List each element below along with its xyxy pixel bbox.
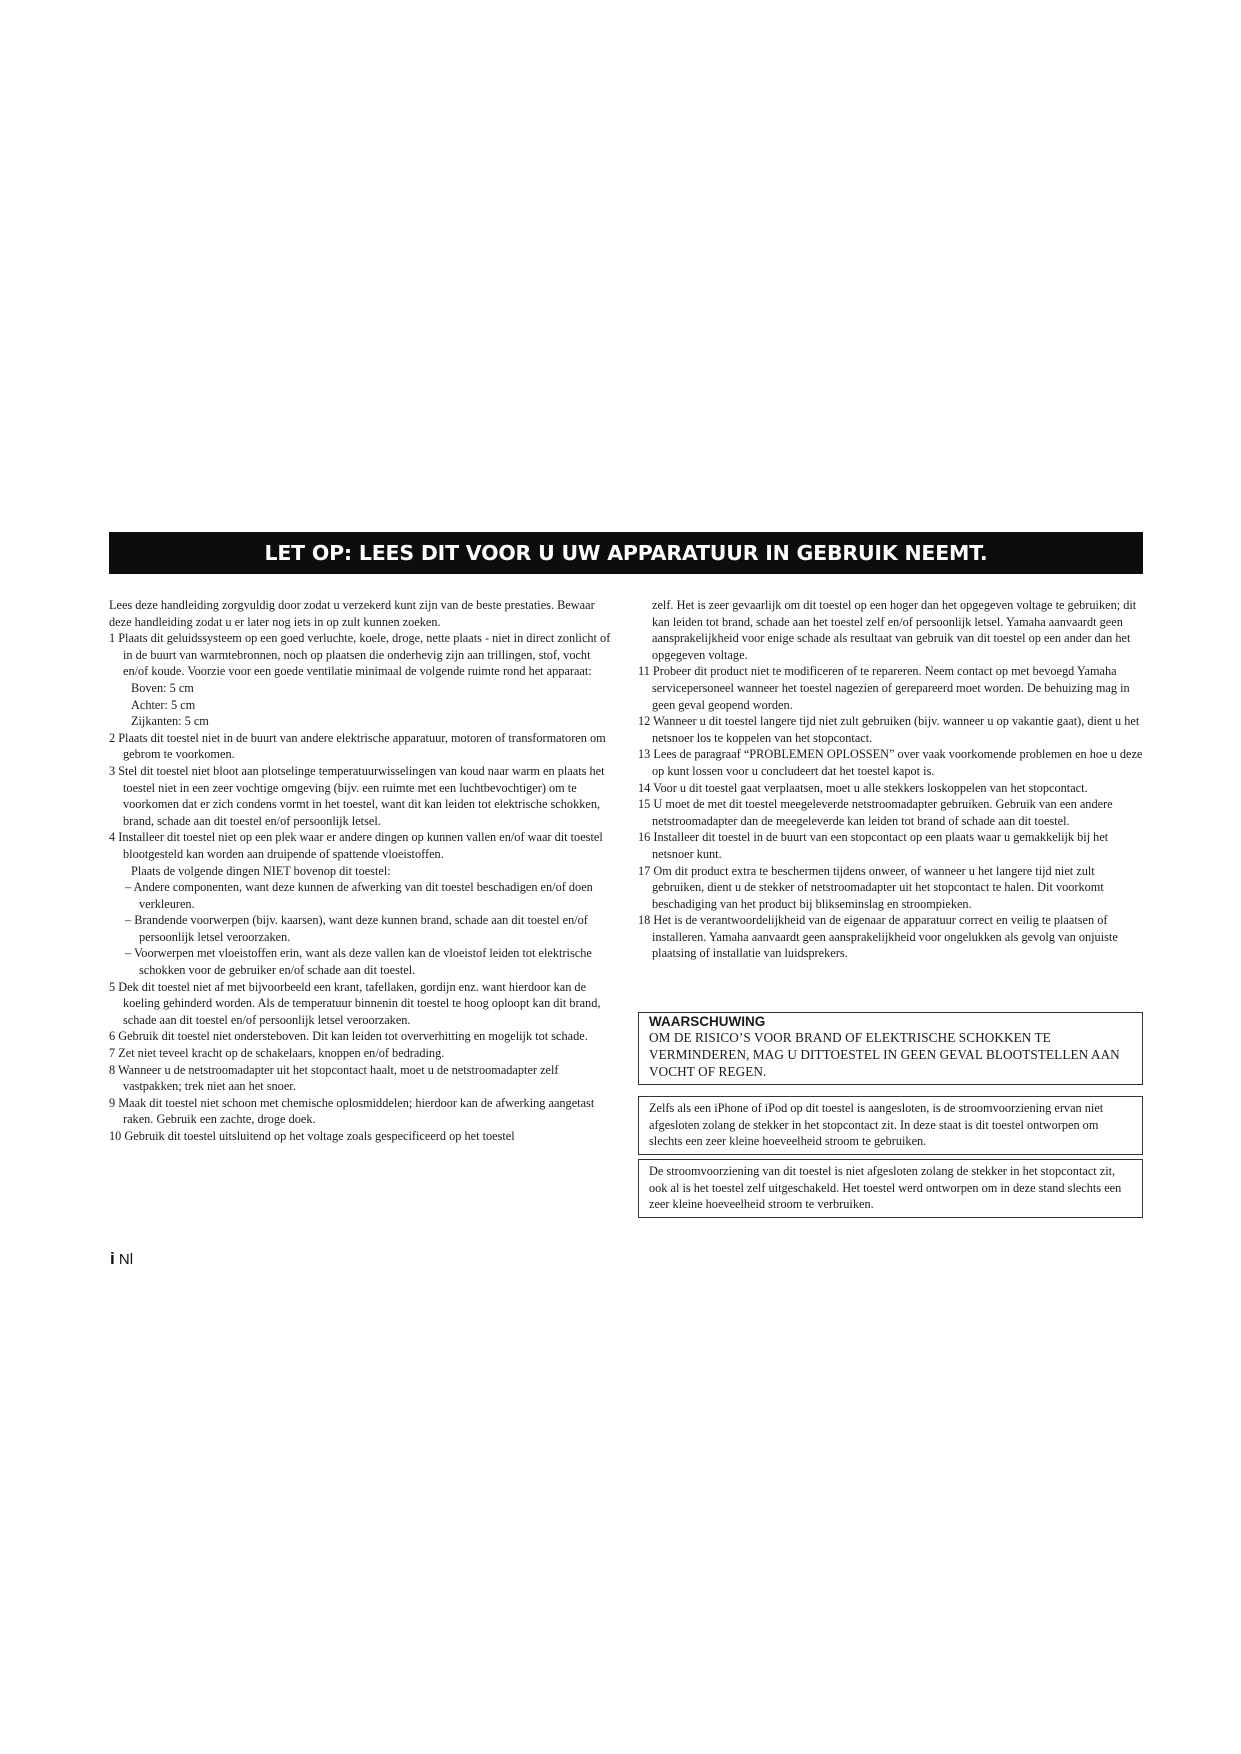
page-footer	[110, 1249, 133, 1269]
right-column	[638, 597, 1143, 962]
list-item-10: 10 Gebruik dit toestel uitsluitend op het voltage zoals gespecificeerd op het toestel	[109, 1129, 515, 1143]
note-box-ipod-text: Zelfs als een iPhone of iPod op dit toestel is aangesloten, is de stroomvoorziening ervan niet afgesloten zolang de stekker in het stopcontact zit. In deze staat is dit toestel ontworpen om slechts een zeer kleine hoeveelheid stroom te gebruiken.	[649, 1101, 1104, 1149]
list-item-10-continued: zelf. Het is zeer gevaarlijk om dit toestel op een hoger dan het opgegeven voltage te gebruiken; dit kan leiden tot brand, schade aan het toestel zelf en/of persoonlijk letsel. Yamaha aanvaardt geen aansprakelijkheid voor enige schade als resultaat van gebruik van dit toestel op een ander dan het opgegeven voltage.	[652, 598, 1137, 662]
language-code: Nl	[118, 1251, 134, 1268]
list-item-4: 4 Installeer dit toestel niet op een plek waar er andere dingen op kunnen vallen en/of waar dit toestel blootgesteld kan worden aan druipende of spattende vloeistoffen.	[109, 830, 603, 861]
list-item-15: 15 U moet de met dit toestel meegeleverde netstroomadapter gebruiken. Gebruik van een andere netstroomadapter dan de meegeleverde kan leiden tot brand of schade aan dit toestel.	[638, 797, 1113, 828]
list-item-14: 14 Voor u dit toestel gaat verplaatsen, moet u alle stekkers loskoppelen van het stopcontact.	[638, 780, 1088, 795]
list-item-16: 16 Installeer dit toestel in de buurt van een stopcontact op een plaats waar u gemakkelijk bij het netsnoer kunt.	[638, 830, 1109, 861]
note-box-power-text: De stroomvoorziening van dit toestel is niet afgesloten zolang de stekker in het stopcontact zit, ook al is het toestel zelf uitgeschakeld. Het toestel werd ontworpen om in deze stand slechts een zeer kleine hoeveelheid stroom te verbruiken.	[649, 1164, 1122, 1212]
list-item-4-dash-2: – Brandende voorwerpen (bijv. kaarsen), want deze kunnen brand, schade aan dit toestel en/of persoonlijk letsel veroorzaken.	[125, 913, 588, 944]
intro-paragraph: Lees deze handleiding zorgvuldig door zodat u verzekerd kunt zijn van de beste prestaties. Bewaar deze handleiding zodat u er later nog iets in op zult kunnen zoeken.	[109, 598, 595, 629]
list-item-7: 7 Zet niet teveel kracht op de schakelaars, knoppen en/of bedrading.	[109, 1046, 445, 1061]
note-box-power	[638, 1159, 1143, 1218]
list-item-8: 8 Wanneer u de netstroomadapter uit het stopcontact haalt, moet u de netstroomadapter zelf vastpakken; trek niet aan het snoer.	[109, 1062, 559, 1094]
list-item-13: 13 Lees de paragraaf “PROBLEMEN OPLOSSEN” over vaak voorkomende problemen en hoe u deze op kunt lossen voor u concludeert dat het toestel kapot is.	[638, 747, 1143, 778]
list-item-1-sides: Zijkanten: 5 cm	[131, 714, 209, 729]
list-item-17: 17 Om dit product extra te beschermen tijdens onweer, of wanneer u het langere tijd niet zult gebruiken, dient u de stekker of netstroomadapter uit het stopcontact te halen. Dit voorkomt beschadiging van het product bij blikseminslag en stroompieken.	[638, 863, 1104, 911]
list-item-11: 11 Probeer dit product niet te modificeren of te repareren. Neem contact op met bevoegd Yamaha servicepersoneel wanneer het toestel nagezien of gerepareerd moet worden. De behuizing mag in geen geval geopend worden.	[638, 664, 1130, 712]
warning-box	[638, 1012, 1143, 1085]
list-item-3: 3 Stel dit toestel niet bloot aan plotselinge temperatuurwisselingen van koud naar warm en plaats het toestel niet in een zeer vochtige omgeving (bijv. een ruimte met een luchtbevochtiger) om te voorkomen dat er zich condens vormt in het toestel, want dit kan leiden tot elektrische schokken, brand, schade aan dit toestel en/of persoonlijk letsel.	[109, 763, 605, 828]
warning-text: OM DE RISICO’S VOOR BRAND OF ELEKTRISCHE SCHOKKEN TE VERMINDEREN, MAG U DITTOESTEL IN GEEN GEVAL BLOOTSTELLEN AAN VOCHT OF REGEN.	[649, 1030, 1120, 1079]
warning-title: WAARSCHUWING	[649, 1014, 766, 1029]
left-column	[109, 597, 617, 1145]
list-item-9: 9 Maak dit toestel niet schoon met chemische oplosmiddelen; hierdoor kan de afwerking aangetast raken. Gebruik een zachte, droge doek.	[109, 1095, 595, 1127]
list-item-1-top: Boven: 5 cm	[131, 680, 194, 695]
list-item-5: 5 Dek dit toestel niet af met bijvoorbeeld een krant, tafellaken, gordijn enz. want hierdoor kan de koeling gehinderd worden. Als de temperatuur binnenin dit toestel te hoog oploopt kan dit brand, schade aan dit toestel en/of persoonlijk letsel veroorzaken.	[109, 979, 601, 1027]
list-item-4-dash-3: – Voorwerpen met vloeistoffen erin, want als deze vallen kan de vloeistof leiden tot elektrische schokken voor de gebruiker en/of schade aan dit toestel.	[125, 946, 592, 978]
list-item-1: 1 Plaats dit geluidssysteem op een goed verluchte, koele, droge, nette plaats - niet in direct zonlicht of in de buurt van warmtebronnen, noch op plaatsen die onderhevig zijn aan trillingen, stof, vocht en/of koude. Voorzie voor een goede ventilatie minimaal de volgende ruimte rond het apparaat:	[109, 631, 611, 679]
list-item-1-back: Achter: 5 cm	[131, 697, 196, 712]
list-item-18: 18 Het is de verantwoordelijkheid van de eigenaar de apparatuur correct en veilig te plaatsen of installeren. Yamaha aanvaardt geen aansprakelijkheid voor ongelukken als gevolg van onjuiste plaatsing of installatie van luidsprekers.	[638, 913, 1118, 961]
list-item-4-dash-1: – Andere componenten, want deze kunnen de afwerking van dit toestel beschadigen en/of doen verkleuren.	[125, 880, 593, 911]
page-title-banner	[109, 532, 1143, 574]
page-number: i	[110, 1249, 115, 1268]
list-item-6: 6 Gebruik dit toestel niet ondersteboven. Dit kan leiden tot oververhitting en mogelijk tot schade.	[109, 1029, 588, 1044]
list-item-2: 2 Plaats dit toestel niet in de buurt van andere elektrische apparatuur, motoren of transformatoren om gebrom te voorkomen.	[109, 730, 606, 762]
note-box-ipod	[638, 1096, 1143, 1155]
page-title: LET OP: LEES DIT VOOR U UW APPARATUUR IN GEBRUIK NEEMT.	[264, 541, 988, 565]
list-item-12: 12 Wanneer u dit toestel langere tijd niet zult gebruiken (bijv. wanneer u op vakantie gaat), dient u het netsnoer los te koppelen van het stopcontact.	[638, 714, 1140, 745]
list-item-4-note: Plaats de volgende dingen NIET bovenop dit toestel:	[131, 863, 391, 878]
